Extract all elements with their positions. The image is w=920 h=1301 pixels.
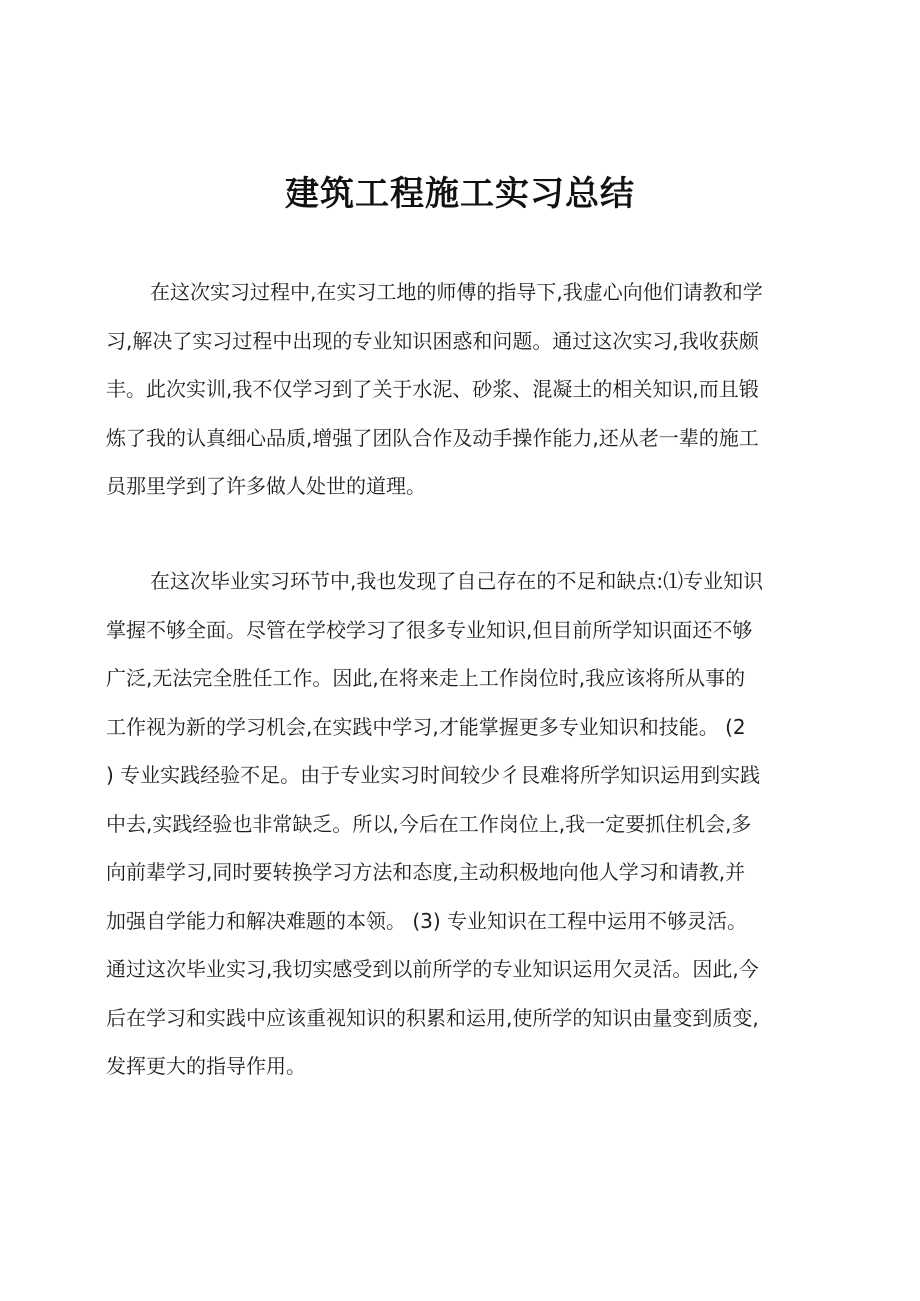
paragraph-line: 在这次实习过程中,在实习工地的师傅的指导下,我虚心向他们请教和学 bbox=[150, 280, 763, 304]
paragraph-line: ) 专业实践经验不足。由于专业实习时间较少彳艮难将所学知识运用到实践 bbox=[106, 763, 761, 787]
paragraph-line: 发挥更大的指导作用。 bbox=[106, 1054, 306, 1078]
paragraph-line: 工作视为新的学习机会,在实践中学习,才能掌握更多专业知识和技能。 (2 bbox=[106, 714, 746, 739]
paragraph-line: 员那里学到了许多做人处世的道理。 bbox=[106, 474, 426, 498]
paragraph-line: 通过这次毕业实习,我切实感受到以前所学的专业知识运用欠灵活。因此,今 bbox=[106, 957, 759, 981]
document-title: 建筑工程施工实习总结 bbox=[285, 174, 635, 214]
paragraph-line: 向前辈学习,同时要转换学习方法和态度,主动积极地向他人学习和请教,并 bbox=[106, 860, 746, 884]
paragraph-line: 炼了我的认真细心品质,增强了团队合作及动手操作能力,还从老一辈的施工 bbox=[106, 425, 759, 450]
paragraph-line: 习,解决了实习过程中出现的专业知识困惑和问题。通过这次实习,我收获颇 bbox=[106, 328, 759, 353]
paragraph-line: 掌握不够全面。尽管在学校学习了很多专业知识,但目前所学知识面还不够 bbox=[106, 617, 753, 642]
paragraph-shortcomings bbox=[106, 557, 822, 1091]
paragraph-line: 广泛,无法完全胜任工作。因此,在将来走上工作岗位时,我应该将所从事的 bbox=[106, 666, 746, 690]
paragraph-internship-gains bbox=[106, 268, 822, 511]
paragraph-line: 在这次毕业实习环节中,我也发现了自己存在的不足和缺点:⑴专业知识 bbox=[150, 569, 764, 593]
paragraph-line: 后在学习和实践中应该重视知识的积累和运用,使所学的知识由量变到质变, bbox=[106, 1005, 759, 1030]
paragraph-line: 丰。此次实训,我不仅学习到了关于水泥、砂浆、混凝土的相关知识,而且锻 bbox=[106, 377, 759, 401]
paragraph-line: 中去,实践经验也非常缺乏。所以,今后在工作岗位上,我一定要抓住机会,多 bbox=[106, 811, 752, 836]
paragraph-line: 加强自学能力和解决难题的本领。 (3) 专业知识在工程中运用不够灵活。 bbox=[106, 908, 748, 933]
